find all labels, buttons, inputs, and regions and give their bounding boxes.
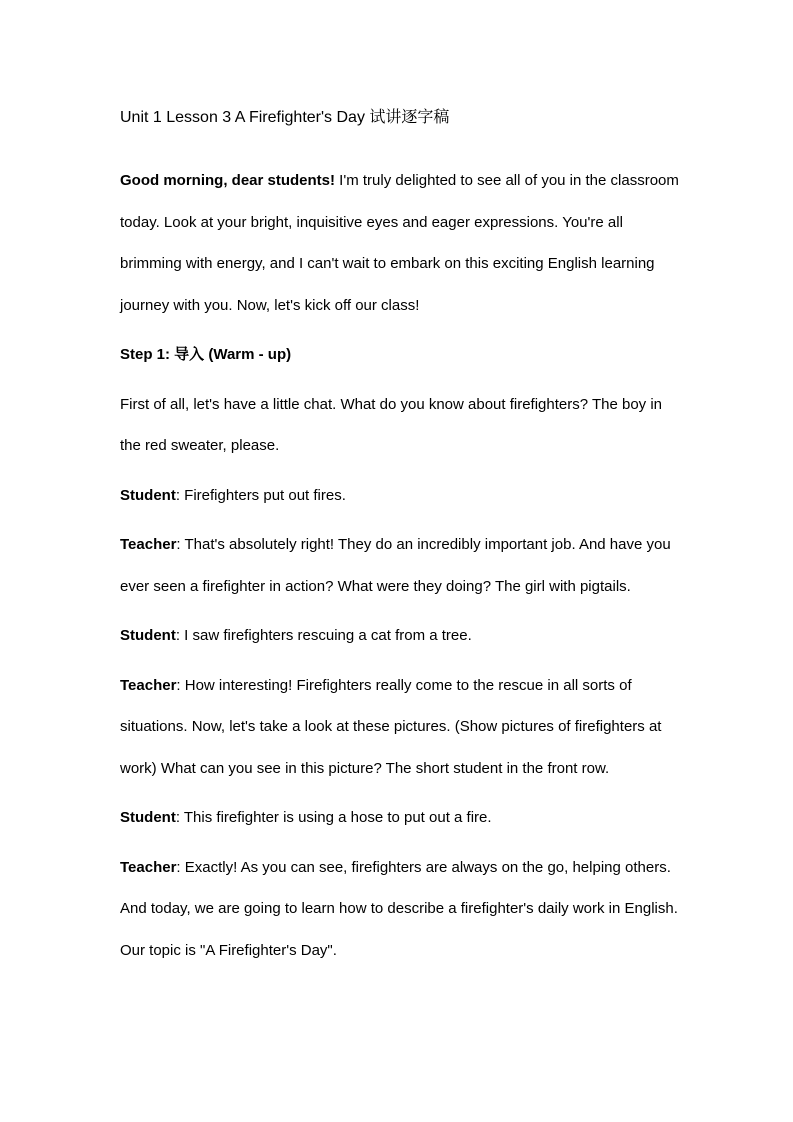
dialogue-text: : Firefighters put out fires. xyxy=(175,486,346,504)
intro-text: I'm truly delighted to see all of you in the classroom today. Look at your bright, inquisitive eyes and eager expressions. You're all brimming with energy, and I can't wait to embark on this exciting English learning journey with you. Now, let's kick off our class! xyxy=(120,172,679,314)
dialogue-text: : Exactly! As you can see, firefighters are always on the go, helping others. And today, we are going to learn how to describe a firefighter's daily work in English. Our topic is "A Firefighter's Day". xyxy=(120,858,678,959)
speaker-label: Student xyxy=(120,486,176,504)
speaker-label: Student xyxy=(120,627,176,644)
document-title: Unit 1 Lesson 3 A Firefighter's Day 试讲逐字稿 xyxy=(120,109,450,126)
intro-paragraph xyxy=(120,160,680,326)
dialogue-line xyxy=(120,524,680,607)
dialogue-text: : That's absolutely right! They do an incredibly important job. And have you ever seen a firefighter in action? What were they doing? The girl with pigtails. xyxy=(120,536,671,595)
dialogue-line xyxy=(120,665,680,790)
speaker-label: Student xyxy=(120,809,176,826)
dialogue-text: : This firefighter is using a hose to put out a fire. xyxy=(175,809,492,826)
document-page xyxy=(120,106,680,979)
dialogue-text: : I saw firefighters rescuing a cat from a tree. xyxy=(175,627,472,644)
paragraph xyxy=(120,384,680,467)
paragraph-text: First of all, let's have a little chat. What do you know about firefighters? The boy in the red sweater, please. xyxy=(120,395,663,454)
step-1-heading: Step 1: 导入 (Warm - up) xyxy=(120,346,292,363)
speaker-label: Teacher xyxy=(120,676,177,694)
speaker-label: Teacher xyxy=(120,858,177,876)
dialogue-line xyxy=(120,847,680,972)
dialogue-text: : How interesting! Firefighters really come to the rescue in all sorts of situations. Now, let's take a look at these pictures. (Show pictures of firefighters at work) What can you see in this picture? The short student in the front row. xyxy=(120,676,662,777)
speaker-label: Teacher xyxy=(120,536,177,553)
dialogue-line xyxy=(120,797,680,839)
greeting: Good morning, dear students! xyxy=(120,172,336,189)
dialogue-line xyxy=(120,475,680,517)
dialogue-line xyxy=(120,615,680,657)
